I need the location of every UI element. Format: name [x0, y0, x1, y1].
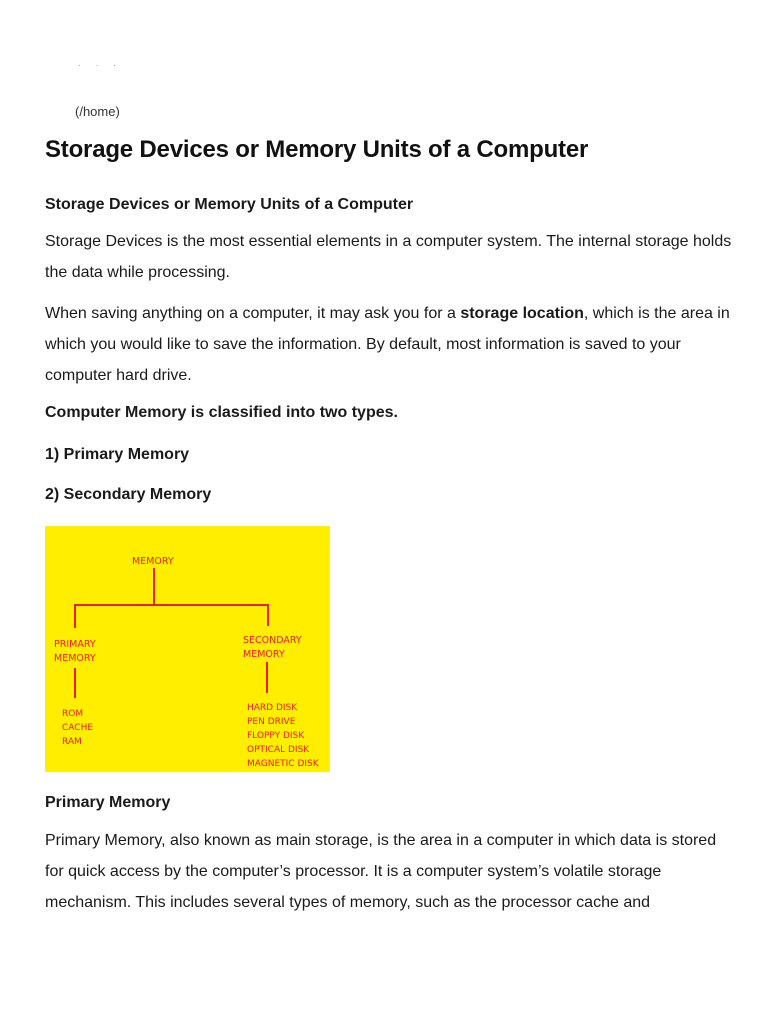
- diagram-secondary-item: FLOPPY DISK: [247, 731, 305, 741]
- diagram-primary-item: ROM: [62, 709, 84, 719]
- breadcrumb-home-link[interactable]: (/home): [75, 104, 120, 119]
- article-subtitle: Storage Devices or Memory Units of a Computer: [45, 196, 414, 213]
- diagram-primary-label-line1: PRIMARY: [54, 639, 96, 650]
- diagram-secondary-item: OPTICAL DISK: [247, 745, 310, 755]
- storage-location-bold: storage location: [460, 305, 584, 322]
- primary-memory-list-item: 1) Primary Memory: [45, 446, 190, 463]
- breadcrumb-dots: · · ·: [78, 60, 122, 70]
- storage-location-paragraph: [45, 298, 735, 391]
- secondary-memory-list-item: 2) Secondary Memory: [45, 486, 212, 503]
- article: [45, 134, 735, 918]
- diagram-primary-label-line2: MEMORY: [54, 653, 96, 664]
- diagram-primary-item: RAM: [62, 737, 82, 747]
- diagram-secondary-label-line1: SECONDARY: [243, 635, 302, 646]
- para2-text-before: When saving anything on a computer, it may ask you for a: [45, 305, 461, 322]
- memory-types-heading: Computer Memory is classified into two types.: [45, 404, 398, 421]
- diagram-root-label: MEMORY: [132, 556, 174, 567]
- page-title: Storage Devices or Memory Units of a Computer: [45, 136, 589, 163]
- para2-text-after: , which is the area in which you would like to save the information. By default, most information is saved to your computer hard drive.: [45, 305, 730, 384]
- diagram-secondary-label-line2: MEMORY: [243, 649, 285, 660]
- memory-diagram: [45, 526, 330, 772]
- intro-paragraph: Storage Devices is the most essential elements in a computer system. The internal storage holds the data while processing.: [45, 233, 732, 281]
- memory-diagram-svg: [45, 526, 330, 772]
- diagram-primary-item: CACHE: [62, 723, 94, 733]
- diagram-secondary-item: HARD DISK: [247, 703, 298, 713]
- primary-memory-heading: Primary Memory: [45, 794, 171, 811]
- diagram-secondary-item: PEN DRIVE: [247, 717, 296, 727]
- primary-memory-paragraph: Primary Memory, also known as main storage, is the area in a computer in which data is stored for quick access by the computer’s processor. It is a computer system’s volatile storage mechanism. This includes several types of memory, such as the processor cache and: [45, 832, 717, 911]
- diagram-secondary-item: MAGNETIC DISK: [247, 759, 319, 769]
